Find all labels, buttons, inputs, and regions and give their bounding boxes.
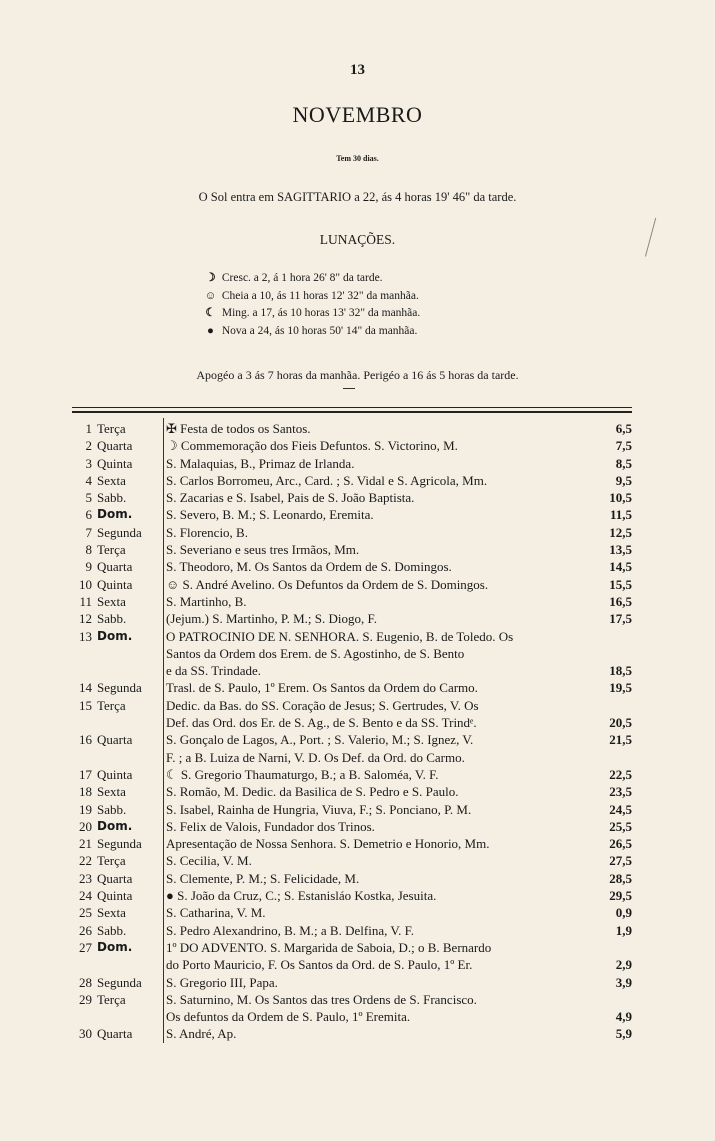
day-number: 12 bbox=[79, 611, 92, 627]
weekday: Terça bbox=[97, 991, 126, 1007]
weekday: Dom. bbox=[97, 818, 133, 833]
saints-text: S. Gregorio III, Papa. bbox=[166, 974, 278, 990]
table-row bbox=[72, 593, 632, 610]
weekday: Segunda bbox=[97, 680, 142, 696]
moon-age: 0,9 bbox=[615, 905, 632, 921]
moon-age: 18,5 bbox=[609, 663, 632, 679]
moon-age: 23,5 bbox=[609, 784, 632, 800]
moon-age: 25,5 bbox=[609, 818, 632, 834]
lunations-title: LUNAÇÕES. bbox=[319, 232, 396, 247]
moon-age: 15,5 bbox=[609, 576, 632, 592]
weekday: Sexta bbox=[97, 905, 126, 921]
saints-text: 1º DO ADVENTO. S. Margarida de Saboia, D.; o B. Bernardo do Porto Mauricio, F. Os Santos da Ord. de S. Paulo, 1º Er. bbox=[166, 939, 492, 973]
day-number: 21 bbox=[79, 836, 92, 852]
saints-text: S. Martinho, B. bbox=[166, 593, 247, 609]
saints-text: ☺ S. André Avelino. Os Defuntos da Ordem de S. Domingos. bbox=[166, 576, 489, 592]
day-number: 10 bbox=[79, 576, 92, 592]
moon-age: 8,5 bbox=[615, 455, 632, 471]
weekday: Terça bbox=[97, 853, 126, 869]
weekday: Quarta bbox=[97, 1026, 133, 1042]
moon-age: 6,5 bbox=[615, 421, 632, 436]
saints-text: S. Cecilia, V. M. bbox=[166, 853, 252, 869]
moon-age: 2,9 bbox=[615, 957, 632, 973]
weekday: Segunda bbox=[97, 974, 142, 990]
full-moon-icon: ☺ bbox=[204, 289, 217, 302]
table-row bbox=[72, 472, 632, 489]
day-number: 6 bbox=[85, 507, 92, 523]
table-row bbox=[72, 870, 632, 887]
weekday: Sexta bbox=[97, 784, 126, 800]
moon-age: 20,5 bbox=[609, 715, 632, 731]
table-row bbox=[72, 818, 632, 835]
day-number: 28 bbox=[79, 974, 92, 990]
day-number: 3 bbox=[85, 455, 92, 471]
moon-age: 5,9 bbox=[615, 1026, 632, 1042]
day-number: 5 bbox=[85, 490, 92, 506]
page-number: 13 bbox=[350, 62, 365, 78]
weekday: Sexta bbox=[97, 593, 126, 609]
table-row bbox=[72, 766, 632, 783]
saints-text: S. Catharina, V. M. bbox=[166, 905, 266, 921]
weekday: Dom. bbox=[97, 628, 133, 643]
saints-text: S. André, Ap. bbox=[166, 1026, 237, 1042]
saints-text: S. Romão, M. Dedic. da Basilica de S. Pedro e S. Paulo. bbox=[166, 784, 459, 800]
table-row bbox=[72, 991, 632, 1026]
month-title: NOVEMBRO bbox=[292, 102, 423, 127]
table-row bbox=[72, 420, 632, 437]
table-row bbox=[72, 610, 632, 627]
table-row bbox=[72, 783, 632, 800]
table-row bbox=[72, 922, 632, 939]
table-row bbox=[72, 1025, 632, 1042]
table-row bbox=[72, 852, 632, 869]
saints-text: S. Severiano e seus tres Irmãos, Mm. bbox=[166, 542, 360, 558]
day-number: 17 bbox=[79, 766, 92, 782]
moon-phases bbox=[202, 270, 420, 340]
moon-age: 10,5 bbox=[609, 490, 632, 506]
weekday: Quarta bbox=[97, 438, 133, 454]
table-row bbox=[72, 731, 632, 766]
weekday: Quarta bbox=[97, 559, 133, 575]
day-number: 24 bbox=[79, 888, 92, 904]
table-row bbox=[72, 697, 632, 732]
moon-age: 1,9 bbox=[615, 922, 632, 938]
moon-age: 3,9 bbox=[615, 974, 632, 990]
table-row bbox=[72, 939, 632, 974]
table-row bbox=[72, 974, 632, 991]
table-row bbox=[72, 506, 632, 523]
day-number: 1 bbox=[85, 421, 92, 436]
day-number: 8 bbox=[85, 542, 92, 558]
moon-age: 28,5 bbox=[609, 870, 632, 886]
weekday: Sexta bbox=[97, 472, 126, 488]
day-number: 7 bbox=[85, 524, 92, 540]
calendar-table bbox=[72, 420, 632, 1043]
saints-text: S. Saturnino, M. Os Santos das tres Ordens de S. Francisco. Os defuntos da Ordem de S. Paulo, 1º Eremita. bbox=[166, 991, 477, 1025]
day-number: 22 bbox=[79, 853, 92, 869]
weekday: Sabb. bbox=[97, 611, 127, 627]
saints-text: (Jejum.) S. Martinho, P. M.; S. Diogo, F. bbox=[166, 611, 377, 627]
day-number: 16 bbox=[79, 732, 92, 748]
phase-text: Ming. a 17, ás 10 horas 13' 32" da manhãa. bbox=[221, 307, 421, 319]
saints-text: S. Gonçalo de Lagos, A., Port. ; S. Valerio, M.; S. Ignez, V. F. ; a B. Luiza de Narni, V. D. Os Def. da Ord. do Carmo. bbox=[166, 732, 474, 765]
saints-text: S. Felix de Valois, Fundador dos Trinos. bbox=[166, 818, 375, 834]
weekday: Quarta bbox=[97, 870, 133, 886]
weekday: Quarta bbox=[97, 732, 133, 748]
moon-age: 13,5 bbox=[609, 542, 632, 558]
table-row bbox=[72, 541, 632, 558]
new-moon-icon: ● bbox=[207, 324, 214, 337]
weekday: Terça bbox=[97, 421, 126, 436]
moon-age: 4,9 bbox=[615, 1009, 632, 1025]
weekday: Dom. bbox=[97, 939, 133, 954]
saints-text: O PATROCINIO DE N. SENHORA. S. Eugenio, B. de Toledo. Os Santos da Ordem dos Erem. de S. Agostinho, de S. Bento e da SS. Trindade. bbox=[166, 628, 514, 679]
day-number: 15 bbox=[79, 697, 92, 713]
table-row bbox=[72, 455, 632, 472]
day-number: 13 bbox=[79, 628, 92, 644]
saints-text: S. Isabel, Rainha de Hungria, Viuva, F.; S. Ponciano, P. M. bbox=[166, 801, 472, 817]
moon-age: 21,5 bbox=[609, 732, 632, 748]
saints-text: Dedic. da Bas. do SS. Coração de Jesus; S. Gertrudes, V. Os Def. das Ord. dos Er. de S. Ag., de S. Bento e da SS. Trindᵉ. bbox=[166, 697, 479, 731]
moon-age: 19,5 bbox=[609, 680, 632, 696]
table-row bbox=[72, 835, 632, 852]
moon-age: 27,5 bbox=[609, 853, 632, 869]
table-row bbox=[72, 887, 632, 904]
moon-age: 7,5 bbox=[615, 438, 632, 454]
saints-text: S. Pedro Alexandrino, B. M.; a B. Delfina, V. F. bbox=[166, 922, 415, 938]
saints-text: ✠ Festa de todos os Santos. bbox=[166, 421, 311, 436]
saints-text: S. Clemente, P. M.; S. Felicidade, M. bbox=[166, 870, 360, 886]
saints-text: ☾ S. Gregorio Thaumaturgo, B.; a B. Saloméa, V. F. bbox=[166, 766, 439, 782]
saints-text: S. Theodoro, M. Os Santos da Ordem de S. Domingos. bbox=[166, 559, 452, 575]
weekday: Quinta bbox=[97, 455, 133, 471]
weekday: Sabb. bbox=[97, 922, 127, 938]
table-row bbox=[72, 628, 632, 680]
day-number: 25 bbox=[79, 905, 92, 921]
moon-age: 9,5 bbox=[615, 472, 632, 488]
apogee-perigee: Apogéo a 3 ás 7 horas da manhãa. Perigéo a 16 ás 5 horas da tarde. bbox=[196, 368, 519, 382]
phase-full bbox=[202, 288, 420, 306]
sun-entry: O Sol entra em SAGITTARIO a 22, ás 4 horas 19' 46" da tarde. bbox=[198, 190, 517, 204]
days-note: Tem 30 dias. bbox=[336, 154, 379, 163]
weekday: Quinta bbox=[97, 576, 133, 592]
weekday: Terça bbox=[97, 697, 126, 713]
table-row bbox=[72, 679, 632, 696]
first-quarter-moon-icon: ☽ bbox=[205, 272, 216, 284]
table-row bbox=[72, 801, 632, 818]
day-number: 23 bbox=[79, 870, 92, 886]
phase-new bbox=[202, 323, 420, 341]
day-number: 30 bbox=[79, 1026, 92, 1042]
weekday: Sabb. bbox=[97, 490, 127, 506]
phase-last-quarter bbox=[202, 305, 420, 323]
moon-age: 22,5 bbox=[609, 766, 632, 782]
day-number: 27 bbox=[79, 939, 92, 955]
divider-dash bbox=[343, 388, 355, 389]
table-row bbox=[72, 489, 632, 506]
weekday: Quinta bbox=[97, 766, 133, 782]
day-number: 14 bbox=[79, 680, 92, 696]
phase-text: Nova a 24, ás 10 horas 50' 14" da manhãa. bbox=[221, 324, 418, 337]
saints-text: S. Malaquias, B., Primaz de Irlanda. bbox=[166, 455, 355, 471]
weekday: Quinta bbox=[97, 888, 133, 904]
day-number: 11 bbox=[79, 593, 92, 609]
saints-text: S. Carlos Borromeu, Arc., Card. ; S. Vidal e S. Agricola, Mm. bbox=[166, 472, 488, 488]
table-row bbox=[72, 576, 632, 593]
table-rule-top bbox=[72, 407, 632, 408]
last-quarter-moon-icon: ☾ bbox=[205, 307, 216, 319]
phase-first-quarter bbox=[202, 270, 420, 288]
day-number: 2 bbox=[85, 438, 92, 454]
table-row bbox=[72, 524, 632, 541]
weekday: Segunda bbox=[97, 524, 142, 540]
day-number: 9 bbox=[85, 559, 92, 575]
table-row bbox=[72, 904, 632, 921]
moon-age: 11,5 bbox=[609, 507, 632, 523]
saints-text: ☽ Commemoração dos Fieis Defuntos. S. Victorino, M. bbox=[166, 438, 458, 454]
table-row bbox=[72, 558, 632, 575]
weekday: Sabb. bbox=[97, 801, 127, 817]
table-row bbox=[72, 437, 632, 454]
weekday: Segunda bbox=[97, 836, 142, 852]
saints-text: ● S. João da Cruz, C.; S. Estanisláo Kostka, Jesuita. bbox=[166, 888, 437, 904]
moon-age: 29,5 bbox=[609, 888, 632, 904]
day-number: 4 bbox=[85, 472, 92, 488]
moon-age: 14,5 bbox=[609, 559, 632, 575]
moon-age: 16,5 bbox=[609, 593, 632, 609]
table-rule-thick bbox=[72, 411, 632, 413]
weekday: Dom. bbox=[97, 507, 133, 522]
saints-text: S. Severo, B. M.; S. Leonardo, Eremita. bbox=[166, 507, 374, 523]
saints-text: Apresentação de Nossa Senhora. S. Demetrio e Honorio, Mm. bbox=[166, 836, 490, 852]
moon-age: 12,5 bbox=[609, 524, 632, 540]
day-number: 26 bbox=[79, 922, 92, 938]
moon-age: 24,5 bbox=[609, 801, 632, 817]
day-number: 18 bbox=[79, 784, 92, 800]
moon-age: 17,5 bbox=[609, 611, 632, 627]
phase-text: Cresc. a 2, á 1 hora 26' 8" da tarde. bbox=[221, 272, 383, 284]
saints-text: S. Zacarias e S. Isabel, Pais de S. João Baptista. bbox=[166, 490, 415, 506]
moon-age: 26,5 bbox=[609, 836, 632, 852]
saints-text: S. Florencio, B. bbox=[166, 524, 248, 540]
phase-text: Cheia a 10, ás 11 horas 12' 32" da manhãa. bbox=[221, 289, 419, 302]
day-number: 20 bbox=[79, 818, 92, 834]
day-number: 29 bbox=[79, 991, 92, 1007]
weekday: Terça bbox=[97, 542, 126, 558]
saints-text: Trasl. de S. Paulo, 1º Erem. Os Santos da Ordem do Carmo. bbox=[166, 680, 478, 696]
day-number: 19 bbox=[79, 801, 92, 817]
